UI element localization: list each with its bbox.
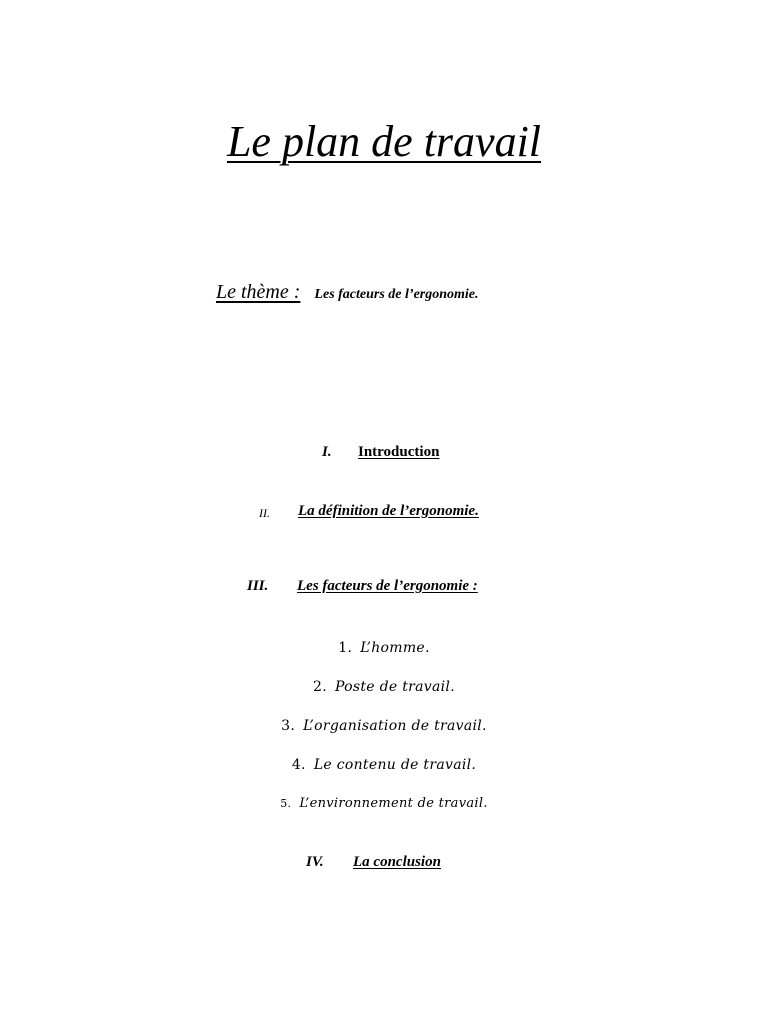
theme-value: Les facteurs de l’ergonomie. [314,287,479,302]
list-item-text: Poste de travail. [335,679,455,695]
list-item [0,794,768,814]
section-factors [0,575,768,597]
section-heading: La conclusion [353,854,441,870]
list-item-text: L’organisation de travail. [303,718,487,734]
list-item-number: 4. [291,757,306,773]
list-item-number: 3. [281,718,296,734]
section-conclusion [0,851,768,873]
theme-line [216,278,479,309]
list-item-text: Le contenu de travail. [313,757,477,773]
list-item-number: 5. [280,797,292,810]
section-heading: La définition de l’ergonomie. [298,503,479,519]
section-numeral: I. [322,444,332,460]
theme-label: Le thème : [216,281,301,303]
list-item [0,677,768,697]
page-title: Le plan de travail [226,117,542,166]
section-numeral: III. [247,578,269,594]
list-item-text: L’environnement de travail. [299,796,488,811]
list-item [0,755,768,775]
list-item [0,638,768,658]
section-introduction [0,441,768,463]
list-item [0,716,768,736]
list-item-number: 2. [313,679,327,695]
section-numeral: IV. [306,854,324,870]
section-heading: Les facteurs de l’ergonomie : [297,578,478,594]
list-item-number: 1. [338,640,353,656]
section-definition [0,500,768,522]
section-heading: Introduction [358,444,440,460]
list-item-text: L’homme. [360,640,430,656]
section-numeral: II. [259,506,270,520]
